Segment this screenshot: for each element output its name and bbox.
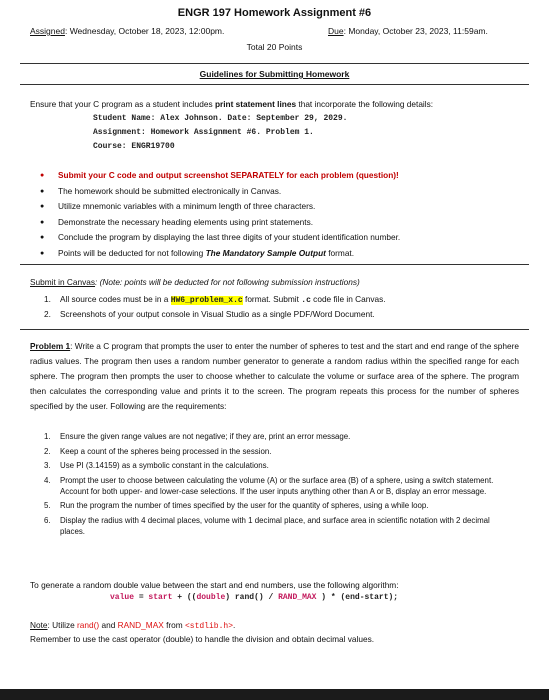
item-number: 2. <box>44 446 51 456</box>
formula-token: + (( <box>172 593 197 602</box>
item-number: 3. <box>44 461 51 470</box>
assigned-label: Assigned <box>30 26 65 36</box>
note-header-file: <stdlib.h> <box>184 622 233 631</box>
note-text: . <box>233 620 236 630</box>
formula-token: ) * (end-start); <box>316 593 399 602</box>
item-text: Use PI (3.14159) as a symbolic constant in the calculations. <box>60 461 269 470</box>
requirements-list <box>44 431 514 540</box>
formula-token: RAND_MAX <box>278 593 317 602</box>
item-number: 5. <box>44 501 51 510</box>
canvas-instructions-heading <box>30 277 360 287</box>
list-item <box>44 446 514 457</box>
bullet-emphasis: The Mandatory Sample Output <box>205 247 326 258</box>
item-number: 6. <box>44 515 51 525</box>
filename-highlight: HW6_problem_x.c <box>170 296 243 305</box>
document-title: ENGR 197 Homework Assignment #6 <box>177 7 372 19</box>
divider <box>20 84 529 85</box>
note-line <box>30 619 374 633</box>
item-number: 1. <box>44 432 51 441</box>
code-line: Student Name: Alex Johnson. Date: September 29, 2029. <box>93 114 348 123</box>
assigned-date <box>30 26 224 36</box>
code-line: Assignment: Homework Assignment #6. Problem 1. <box>93 128 314 137</box>
random-formula <box>110 593 398 602</box>
list-item <box>40 246 520 262</box>
list-item: ● The homework should be submitted electronically in Canvas. <box>40 184 520 200</box>
canvas-instructions-list <box>44 292 386 322</box>
item-text: Keep a count of the spheres being processed in the session. <box>60 446 272 456</box>
canvas-note: : (Note: points will be deducted for not following submission instructions) <box>95 277 360 287</box>
list-item <box>44 431 514 442</box>
due-value: : Monday, October 23, 2023, 11:59am. <box>343 26 488 36</box>
list-item <box>44 460 514 471</box>
list-item <box>44 307 386 322</box>
print-statement-example <box>93 112 347 154</box>
canvas-label: Submit in Canvas <box>30 277 96 287</box>
list-item: ● Conclude the program by displaying the last three digits of your student identification number. <box>40 230 520 246</box>
list-item <box>44 515 514 537</box>
formula-token: double <box>196 593 226 602</box>
problem-text: : Write a C program that prompts the user to enter the number of spheres to test and the start and end range of the sphere radius values. The program then uses a random number generator to generate a random radius within the specified range for each sphere. The program then prompts the user to choose whether to calculate the volume or surface area of the sphere. The program then calculates the corresponding value and prints it to the screen. The program repeats this process for the number of spheres specified by the user. Following are the requirements: <box>30 341 520 412</box>
divider <box>20 63 529 64</box>
note-label: Note <box>30 620 48 630</box>
problem-1-description <box>30 339 519 414</box>
list-item <box>44 475 514 497</box>
note-section <box>30 619 374 645</box>
formula-token: start <box>148 593 173 602</box>
guidelines-list <box>40 168 520 262</box>
list-item <box>44 500 514 511</box>
problem-label: Problem 1 <box>30 341 71 351</box>
formula-token: = <box>134 593 149 602</box>
due-date <box>328 26 488 36</box>
random-algorithm-intro: To generate a random double value between the start and end numbers, use the following algorithm: <box>30 580 399 590</box>
item-text: Run the program the number of times specified by the user for the quantity of spheres, using a while loop. <box>60 501 429 510</box>
note-randmax: RAND_MAX <box>117 620 164 630</box>
total-points: Total 20 Points <box>246 42 303 52</box>
formula-token: value <box>110 593 135 602</box>
intro-text-end: that incorporate the following details: <box>296 99 434 109</box>
divider <box>20 264 529 265</box>
item-number: 4. <box>44 475 51 485</box>
list-item: ● Demonstrate the necessary heading elements using print statements. <box>40 215 520 231</box>
note-text: and <box>99 620 118 630</box>
list-item: ● Utilize mnemonic variables with a minimum length of three characters. <box>40 199 520 215</box>
item-text: Screenshots of your output console in Visual Studio as a single PDF/Word Document. <box>60 309 375 319</box>
item-text: format. Submit <box>242 294 302 304</box>
item-text: All source codes must be in a <box>60 294 171 304</box>
item-number: 1. <box>44 294 51 304</box>
list-item <box>44 292 386 307</box>
note-text: from <box>163 620 185 630</box>
bottom-bar <box>0 689 549 700</box>
due-label: Due <box>328 26 344 36</box>
list-item: ● Submit your C code and output screenshot SEPARATELY for each problem (question)! <box>40 168 520 184</box>
item-text: code file in Canvas. <box>310 294 386 304</box>
divider <box>20 329 529 330</box>
guidelines-heading: Guidelines for Submitting Homework <box>199 69 350 79</box>
note-text: : Utilize <box>47 620 78 630</box>
guidelines-intro <box>30 99 530 109</box>
extension-code: .c <box>301 296 311 305</box>
item-number: 2. <box>44 309 51 319</box>
bullet-text: Points will be deducted for not following <box>58 247 206 258</box>
formula-token: ) rand() / <box>225 593 279 602</box>
bullet-text-end: format. <box>325 247 355 258</box>
code-line: Course: ENGR19700 <box>93 142 175 151</box>
item-text: Display the radius with 4 decimal places, volume with 1 decimal place, and surface area in scientific notation with 2 decimal places. <box>60 515 490 536</box>
note-rand: rand() <box>77 620 100 630</box>
note-line: Remember to use the cast operator (double) to handle the division and obtain decimal values. <box>30 634 375 644</box>
intro-bold: print statement lines <box>214 99 297 109</box>
item-text: Prompt the user to choose between calculating the volume (A) or the surface area (B) of a sphere, using a switch statement. Account for both upper- and lower-case selections. If the user inputs anything other than A or B, display an error message. <box>60 475 494 496</box>
item-text: Ensure the given range values are not negative; if they are, print an error message. <box>60 432 351 441</box>
assigned-value: : Wednesday, October 18, 2023, 12:00pm. <box>64 26 225 36</box>
intro-text: Ensure that your C program as a student includes <box>30 99 215 109</box>
